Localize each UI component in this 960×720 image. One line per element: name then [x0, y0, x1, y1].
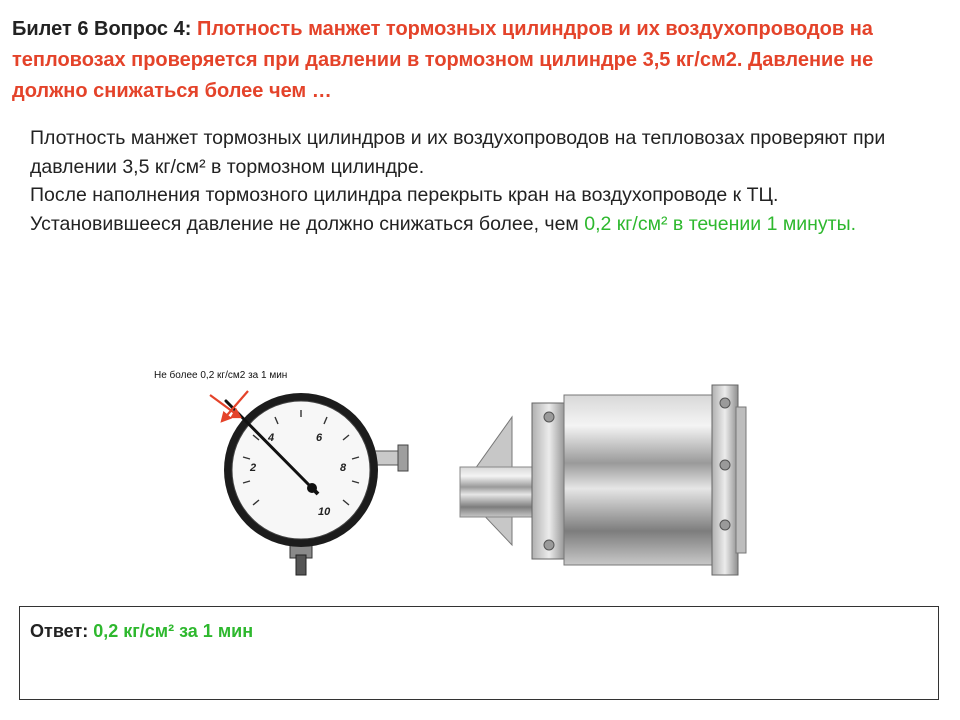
explanation-block	[30, 124, 930, 238]
brake-cylinder	[460, 385, 746, 575]
gauge-and-cylinder-illustration	[140, 355, 780, 605]
explanation-line-2: После наполнения тормозного цилиндра перекрыть кран на воздухопроводе к ТЦ.	[30, 184, 779, 206]
gauge-label-6: 6	[316, 432, 323, 444]
explanation-line-3	[30, 210, 930, 239]
question-text: Плотность манжет тормозных цилиндров и их воздухопроводов на тепловозах проверяется при давлении в тормозном цилиндре 3,5 кг/см2. Давление не должно снижаться более чем …	[12, 18, 874, 102]
highlight-tail: в течении 1 минуты.	[667, 212, 857, 235]
answer-line	[30, 621, 253, 642]
answer-box	[19, 606, 939, 700]
highlight-value: 0,2 кг/см²	[584, 212, 668, 235]
gauge-label-2: 2	[250, 462, 257, 474]
explanation-line-3-text: Установившееся давление не должно снижаться более, чем	[30, 212, 585, 235]
question-heading	[12, 14, 942, 107]
answer-value: 0,2 кг/см² за 1 мин	[93, 621, 254, 641]
gauge-label-10: 10	[318, 506, 331, 518]
pressure-gauge	[224, 393, 408, 575]
explanation-line-1: Плотность манжет тормозных цилиндров и их воздухопроводов на тепловозах проверяют при давлении 3,5 кг/см² в тормозном цилиндре.	[30, 127, 886, 178]
answer-label: Ответ:	[30, 621, 94, 641]
figure-caption: Не более 0,2 кг/см2 за 1 мин	[154, 370, 288, 381]
gauge-label-8: 8	[340, 462, 347, 474]
gauge-label-4: 4	[268, 432, 275, 444]
ticket-label: Билет 6 Вопрос 4:	[12, 18, 192, 40]
